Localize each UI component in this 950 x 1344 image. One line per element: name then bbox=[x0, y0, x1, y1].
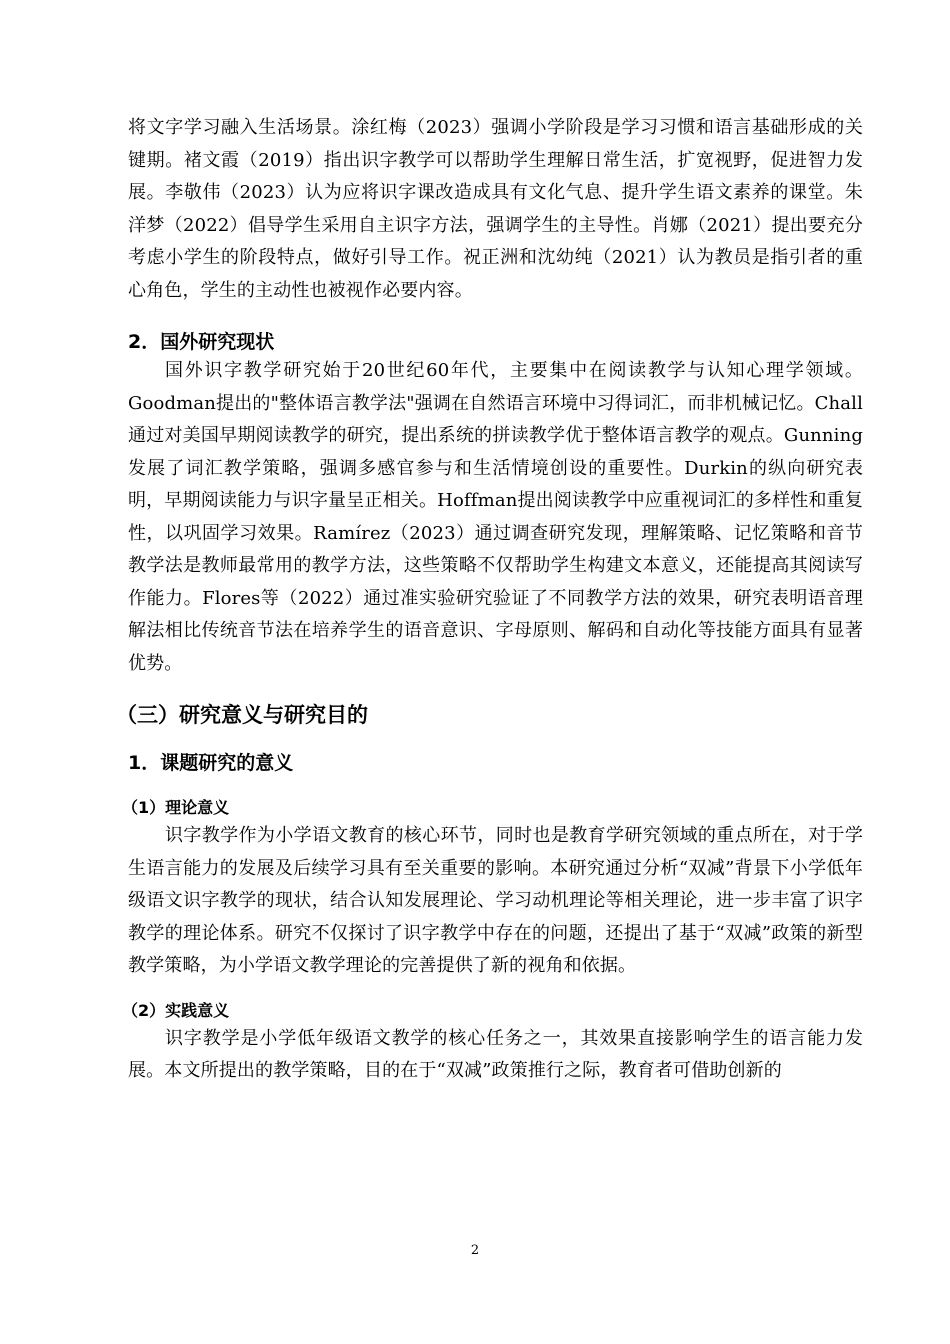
heading-significance-and-purpose: （三）研究意义与研究目的 bbox=[116, 703, 368, 727]
page-number: 2 bbox=[470, 1243, 480, 1258]
theoretical-significance-paragraph: 识字教学作为小学语文教育的核心环节，同时也是教育学研究领域的重点所在，对于学生语言能力的发展及后续学习具有至关重要的影响。本研究通过分析“双减”背景下小学低年级语文识字教学的现状，结合认知发展理论、学习动机理论等相关理论，进一步丰富了识字教学的理论体系。研究不仅探讨了识字教学中存在的问题，还提出了基于“双减”政策的新型教学策略，为小学语文教学理论的完善提供了新的视角和依据。 bbox=[128, 825, 863, 976]
heading-theoretical-significance: （1）理论意义 bbox=[122, 798, 230, 817]
foreign-research-paragraph: 国外识字教学研究始于20世纪60年代，主要集中在阅读教学与认知心理学领域。Goodman提出的"整体语言教学法"强调在自然语言环境中习得词汇，而非机械记忆。Chall通过对美国早期阅读教学的研究，提出系统的拼读教学优于整体语言教学的观点。Gunning发展了词汇教学策略，强调多感官参与和生活情境创设的重要性。Durkin的纵向研究表明，早期阅读能力与识字量呈正相关。Hoffman提出阅读教学中应重视词汇的多样性和重复性，以巩固学习效果。Ramírez（2023）通过调查研究发现，理解策略、记忆策略和音节教学法是教师最常用的教学方法，这些策略不仅帮助学生构建文本意义，还能提高其阅读写作能力。Flores等（2022）通过准实验研究验证了不同教学方法的效果，研究表明语音理解法相比传统音节法在培养学生的语音意识、字母原则、解码和自动化等技能方面具有显著优势。 bbox=[128, 360, 863, 674]
heading-practical-significance: （2）实践意义 bbox=[122, 1000, 230, 1020]
page-content bbox=[116, 112, 863, 1088]
heading-foreign-research-status: 2．国外研究现状 bbox=[128, 331, 275, 353]
practical-significance-paragraph: 识字教学是小学低年级语文教学的核心任务之一，其效果直接影响学生的语言能力发展。本文所提出的教学策略，目的在于“双减”政策推行之际，教育者可借助创新的 bbox=[128, 1027, 863, 1081]
heading-topic-significance: 1．课题研究的意义 bbox=[128, 752, 294, 774]
domestic-research-paragraph-end: 将文字学习融入生活场景。涂红梅（2023）强调小学阶段是学习习惯和语言基础形成的关键期。褚文霞（2019）指出识字教学可以帮助学生理解日常生活，扩宽视野，促进智力发展。李敬伟（2023）认为应将识字课改造成具有文化气息、提升学生语文素养的课堂。朱洋梦（2022）倡导学生采用自主识字方法，强调学生的主导性。肖娜（2021）提出要充分考虑小学生的阶段特点，做好引导工作。祝正洲和沈幼纯（2021）认为教员是指引者的重心角色，学生的主动性也被视作必要内容。 bbox=[128, 117, 863, 301]
